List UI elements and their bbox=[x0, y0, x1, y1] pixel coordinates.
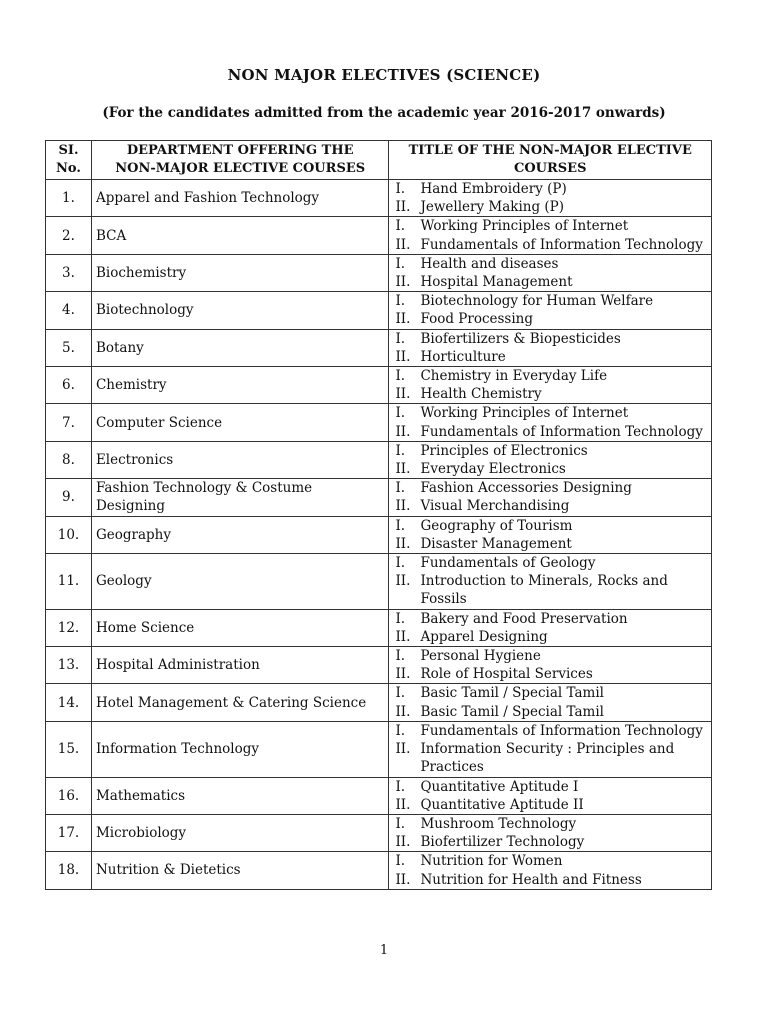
serial-number: 12. bbox=[46, 609, 92, 646]
table-row bbox=[46, 554, 712, 610]
table-header bbox=[46, 141, 712, 180]
department-name: Nutrition & Dietetics bbox=[91, 852, 389, 889]
table-row bbox=[46, 404, 712, 441]
course-title: Everyday Electronics bbox=[420, 461, 566, 478]
course-roman-numeral: I. bbox=[395, 405, 406, 422]
header-department-line1: DEPARTMENT OFFERING THE bbox=[126, 143, 354, 158]
course-roman-numeral: II. bbox=[395, 573, 411, 590]
course-item bbox=[393, 479, 707, 497]
course-item bbox=[393, 348, 707, 366]
serial-number: 7. bbox=[46, 404, 92, 441]
course-title: Visual Merchandising bbox=[420, 498, 570, 515]
course-title: Health Chemistry bbox=[420, 386, 542, 403]
table-row bbox=[46, 329, 712, 366]
course-title: Quantitative Aptitude I bbox=[420, 778, 579, 795]
table-row bbox=[46, 814, 712, 851]
course-list bbox=[389, 441, 712, 478]
page-number: 1 bbox=[379, 943, 389, 958]
course-item bbox=[393, 385, 707, 403]
department-name: Electronics bbox=[91, 441, 389, 478]
course-title: Hand Embroidery (P) bbox=[420, 181, 567, 197]
course-roman-numeral: II. bbox=[395, 796, 411, 813]
course-item bbox=[393, 778, 707, 796]
department-name: Botany bbox=[91, 329, 389, 366]
course-title: Food Processing bbox=[420, 311, 534, 328]
course-title: Principles of Electronics bbox=[420, 442, 588, 459]
course-list bbox=[389, 479, 712, 516]
course-item bbox=[393, 665, 707, 683]
serial-number: 10. bbox=[46, 516, 92, 553]
course-item bbox=[393, 460, 707, 478]
course-roman-numeral: II. bbox=[395, 423, 411, 440]
course-list bbox=[389, 292, 712, 329]
course-list bbox=[389, 647, 712, 684]
course-roman-numeral: I. bbox=[395, 555, 406, 572]
serial-number: 17. bbox=[46, 814, 92, 851]
header-department bbox=[91, 141, 389, 180]
course-title: Information Security : Principles and Practices bbox=[420, 741, 675, 776]
course-item bbox=[393, 722, 707, 740]
course-title: Biofertilizer Technology bbox=[420, 834, 585, 851]
course-item bbox=[393, 180, 707, 198]
department-name: Computer Science bbox=[91, 404, 389, 441]
course-title: Basic Tamil / Special Tamil bbox=[420, 703, 604, 720]
course-title: Introduction to Minerals, Rocks and Fossils bbox=[420, 573, 668, 608]
course-title: Health and diseases bbox=[420, 255, 559, 272]
header-row bbox=[46, 141, 712, 180]
course-roman-numeral: II. bbox=[395, 871, 411, 888]
course-title: Nutrition for Women bbox=[420, 853, 563, 870]
course-roman-numeral: II. bbox=[395, 666, 411, 683]
course-title: Apparel Designing bbox=[420, 628, 548, 645]
course-title: Biofertilizers & Biopesticides bbox=[420, 330, 621, 347]
department-name: Fashion Technology & Costume Designing bbox=[91, 479, 389, 516]
course-title: Hospital Management bbox=[420, 274, 573, 291]
course-list bbox=[389, 852, 712, 889]
course-item bbox=[393, 517, 707, 535]
course-item bbox=[393, 871, 707, 889]
header-course-title-line1: TITLE OF THE NON-MAJOR ELECTIVE bbox=[408, 143, 692, 158]
table-row bbox=[46, 441, 712, 478]
course-title: Working Principles of Internet bbox=[420, 405, 629, 422]
course-roman-numeral: II. bbox=[395, 311, 411, 328]
course-item bbox=[393, 852, 707, 870]
course-roman-numeral: I. bbox=[395, 218, 406, 235]
course-title: Mushroom Technology bbox=[420, 815, 577, 832]
department-name: Microbiology bbox=[91, 814, 389, 851]
serial-number: 3. bbox=[46, 254, 92, 291]
course-roman-numeral: I. bbox=[395, 368, 406, 385]
serial-number: 16. bbox=[46, 777, 92, 814]
course-roman-numeral: I. bbox=[395, 648, 406, 665]
course-list bbox=[389, 516, 712, 553]
course-item bbox=[393, 255, 707, 273]
course-title: Geography of Tourism bbox=[420, 517, 573, 534]
course-roman-numeral: I. bbox=[395, 255, 406, 272]
table-row bbox=[46, 180, 712, 217]
course-title: Fundamentals of Information Technology bbox=[420, 423, 703, 440]
department-name: Geography bbox=[91, 516, 389, 553]
course-roman-numeral: II. bbox=[395, 461, 411, 478]
course-item bbox=[393, 647, 707, 665]
serial-number: 9. bbox=[46, 479, 92, 516]
course-title: Basic Tamil / Special Tamil bbox=[420, 685, 604, 702]
course-list bbox=[389, 721, 712, 777]
course-list bbox=[389, 254, 712, 291]
serial-number: 4. bbox=[46, 292, 92, 329]
serial-number: 6. bbox=[46, 367, 92, 404]
course-roman-numeral: I. bbox=[395, 480, 406, 497]
course-roman-numeral: I. bbox=[395, 181, 406, 197]
course-title: Personal Hygiene bbox=[420, 648, 541, 665]
electives-table bbox=[45, 140, 712, 890]
course-title: Fundamentals of Geology bbox=[420, 555, 596, 572]
course-roman-numeral: I. bbox=[395, 517, 406, 534]
course-list bbox=[389, 777, 712, 814]
course-roman-numeral: II. bbox=[395, 535, 411, 552]
course-roman-numeral: II. bbox=[395, 199, 411, 216]
table-row bbox=[46, 777, 712, 814]
course-roman-numeral: II. bbox=[395, 741, 411, 758]
table-row bbox=[46, 684, 712, 721]
header-department-line2: NON-MAJOR ELECTIVE COURSES bbox=[115, 161, 366, 176]
course-title: Horticulture bbox=[420, 348, 506, 365]
course-title: Chemistry in Everyday Life bbox=[420, 368, 608, 385]
course-item bbox=[393, 198, 707, 216]
serial-number: 11. bbox=[46, 554, 92, 610]
serial-number: 8. bbox=[46, 441, 92, 478]
header-sno bbox=[46, 141, 92, 180]
department-name: Biochemistry bbox=[91, 254, 389, 291]
course-roman-numeral: I. bbox=[395, 778, 406, 795]
course-title: Role of Hospital Services bbox=[420, 666, 593, 683]
table-row bbox=[46, 609, 712, 646]
course-item bbox=[393, 684, 707, 702]
serial-number: 2. bbox=[46, 217, 92, 254]
table-row bbox=[46, 721, 712, 777]
course-item bbox=[393, 833, 707, 851]
course-roman-numeral: I. bbox=[395, 722, 406, 739]
course-roman-numeral: I. bbox=[395, 815, 406, 832]
course-item bbox=[393, 217, 707, 235]
course-item bbox=[393, 796, 707, 814]
course-roman-numeral: I. bbox=[395, 293, 406, 310]
course-title: Disaster Management bbox=[420, 535, 572, 552]
course-title: Jewellery Making (P) bbox=[420, 199, 565, 216]
serial-number: 14. bbox=[46, 684, 92, 721]
course-item bbox=[393, 292, 707, 310]
course-roman-numeral: I. bbox=[395, 330, 406, 347]
header-course-title bbox=[389, 141, 712, 180]
course-item bbox=[393, 610, 707, 628]
table-body bbox=[46, 180, 712, 890]
page-title: NON MAJOR ELECTIVES (SCIENCE) bbox=[227, 66, 541, 84]
course-roman-numeral: II. bbox=[395, 498, 411, 515]
header-sno-line1: SI. bbox=[58, 143, 79, 158]
department-name: Home Science bbox=[91, 609, 389, 646]
table-row bbox=[46, 852, 712, 889]
serial-number: 18. bbox=[46, 852, 92, 889]
course-item bbox=[393, 628, 707, 646]
course-title: Fundamentals of Information Technology bbox=[420, 236, 703, 253]
course-item bbox=[393, 554, 707, 572]
course-title: Fashion Accessories Designing bbox=[420, 480, 632, 497]
course-list bbox=[389, 814, 712, 851]
course-list bbox=[389, 217, 712, 254]
header-course-title-line2: COURSES bbox=[513, 161, 587, 176]
course-title: Quantitative Aptitude II bbox=[420, 796, 584, 813]
course-list bbox=[389, 367, 712, 404]
course-list bbox=[389, 684, 712, 721]
department-name: Geology bbox=[91, 554, 389, 610]
course-title: Bakery and Food Preservation bbox=[420, 610, 628, 627]
course-item bbox=[393, 236, 707, 254]
serial-number: 13. bbox=[46, 647, 92, 684]
course-roman-numeral: I. bbox=[395, 853, 406, 870]
course-item bbox=[393, 703, 707, 721]
department-name: Chemistry bbox=[91, 367, 389, 404]
course-list bbox=[389, 329, 712, 366]
course-item bbox=[393, 330, 707, 348]
course-roman-numeral: II. bbox=[395, 386, 411, 403]
department-name: Biotechnology bbox=[91, 292, 389, 329]
course-item bbox=[393, 273, 707, 291]
serial-number: 5. bbox=[46, 329, 92, 366]
table-row bbox=[46, 217, 712, 254]
course-roman-numeral: I. bbox=[395, 685, 406, 702]
course-list bbox=[389, 609, 712, 646]
course-title: Nutrition for Health and Fitness bbox=[420, 871, 642, 888]
course-item bbox=[393, 442, 707, 460]
department-name: Mathematics bbox=[91, 777, 389, 814]
table-row bbox=[46, 292, 712, 329]
course-roman-numeral: II. bbox=[395, 236, 411, 253]
department-name: Hotel Management & Catering Science bbox=[91, 684, 389, 721]
course-title: Fundamentals of Information Technology bbox=[420, 722, 703, 739]
course-roman-numeral: II. bbox=[395, 703, 411, 720]
course-item bbox=[393, 535, 707, 553]
course-item bbox=[393, 572, 707, 608]
serial-number: 15. bbox=[46, 721, 92, 777]
course-item bbox=[393, 423, 707, 441]
table-row bbox=[46, 516, 712, 553]
course-list bbox=[389, 554, 712, 610]
course-title: Biotechnology for Human Welfare bbox=[420, 293, 654, 310]
table-row bbox=[46, 254, 712, 291]
table-row bbox=[46, 479, 712, 516]
department-name: BCA bbox=[91, 217, 389, 254]
course-roman-numeral: II. bbox=[395, 628, 411, 645]
course-item bbox=[393, 740, 707, 776]
department-name: Apparel and Fashion Technology bbox=[91, 180, 389, 217]
course-roman-numeral: I. bbox=[395, 610, 406, 627]
department-name: Hospital Administration bbox=[91, 647, 389, 684]
course-item bbox=[393, 310, 707, 328]
course-item bbox=[393, 497, 707, 515]
course-item bbox=[393, 404, 707, 422]
course-roman-numeral: II. bbox=[395, 834, 411, 851]
page-subtitle: (For the candidates admitted from the academic year 2016-2017 onwards) bbox=[102, 105, 666, 121]
table-row bbox=[46, 367, 712, 404]
course-item bbox=[393, 815, 707, 833]
course-roman-numeral: I. bbox=[395, 442, 406, 459]
table-row bbox=[46, 647, 712, 684]
course-item bbox=[393, 367, 707, 385]
serial-number: 1. bbox=[46, 180, 92, 217]
department-name: Information Technology bbox=[91, 721, 389, 777]
course-list bbox=[389, 404, 712, 441]
header-sno-line2: No. bbox=[56, 161, 81, 176]
course-list bbox=[389, 180, 712, 217]
course-title: Working Principles of Internet bbox=[420, 218, 629, 235]
course-roman-numeral: II. bbox=[395, 274, 411, 291]
course-roman-numeral: II. bbox=[395, 348, 411, 365]
